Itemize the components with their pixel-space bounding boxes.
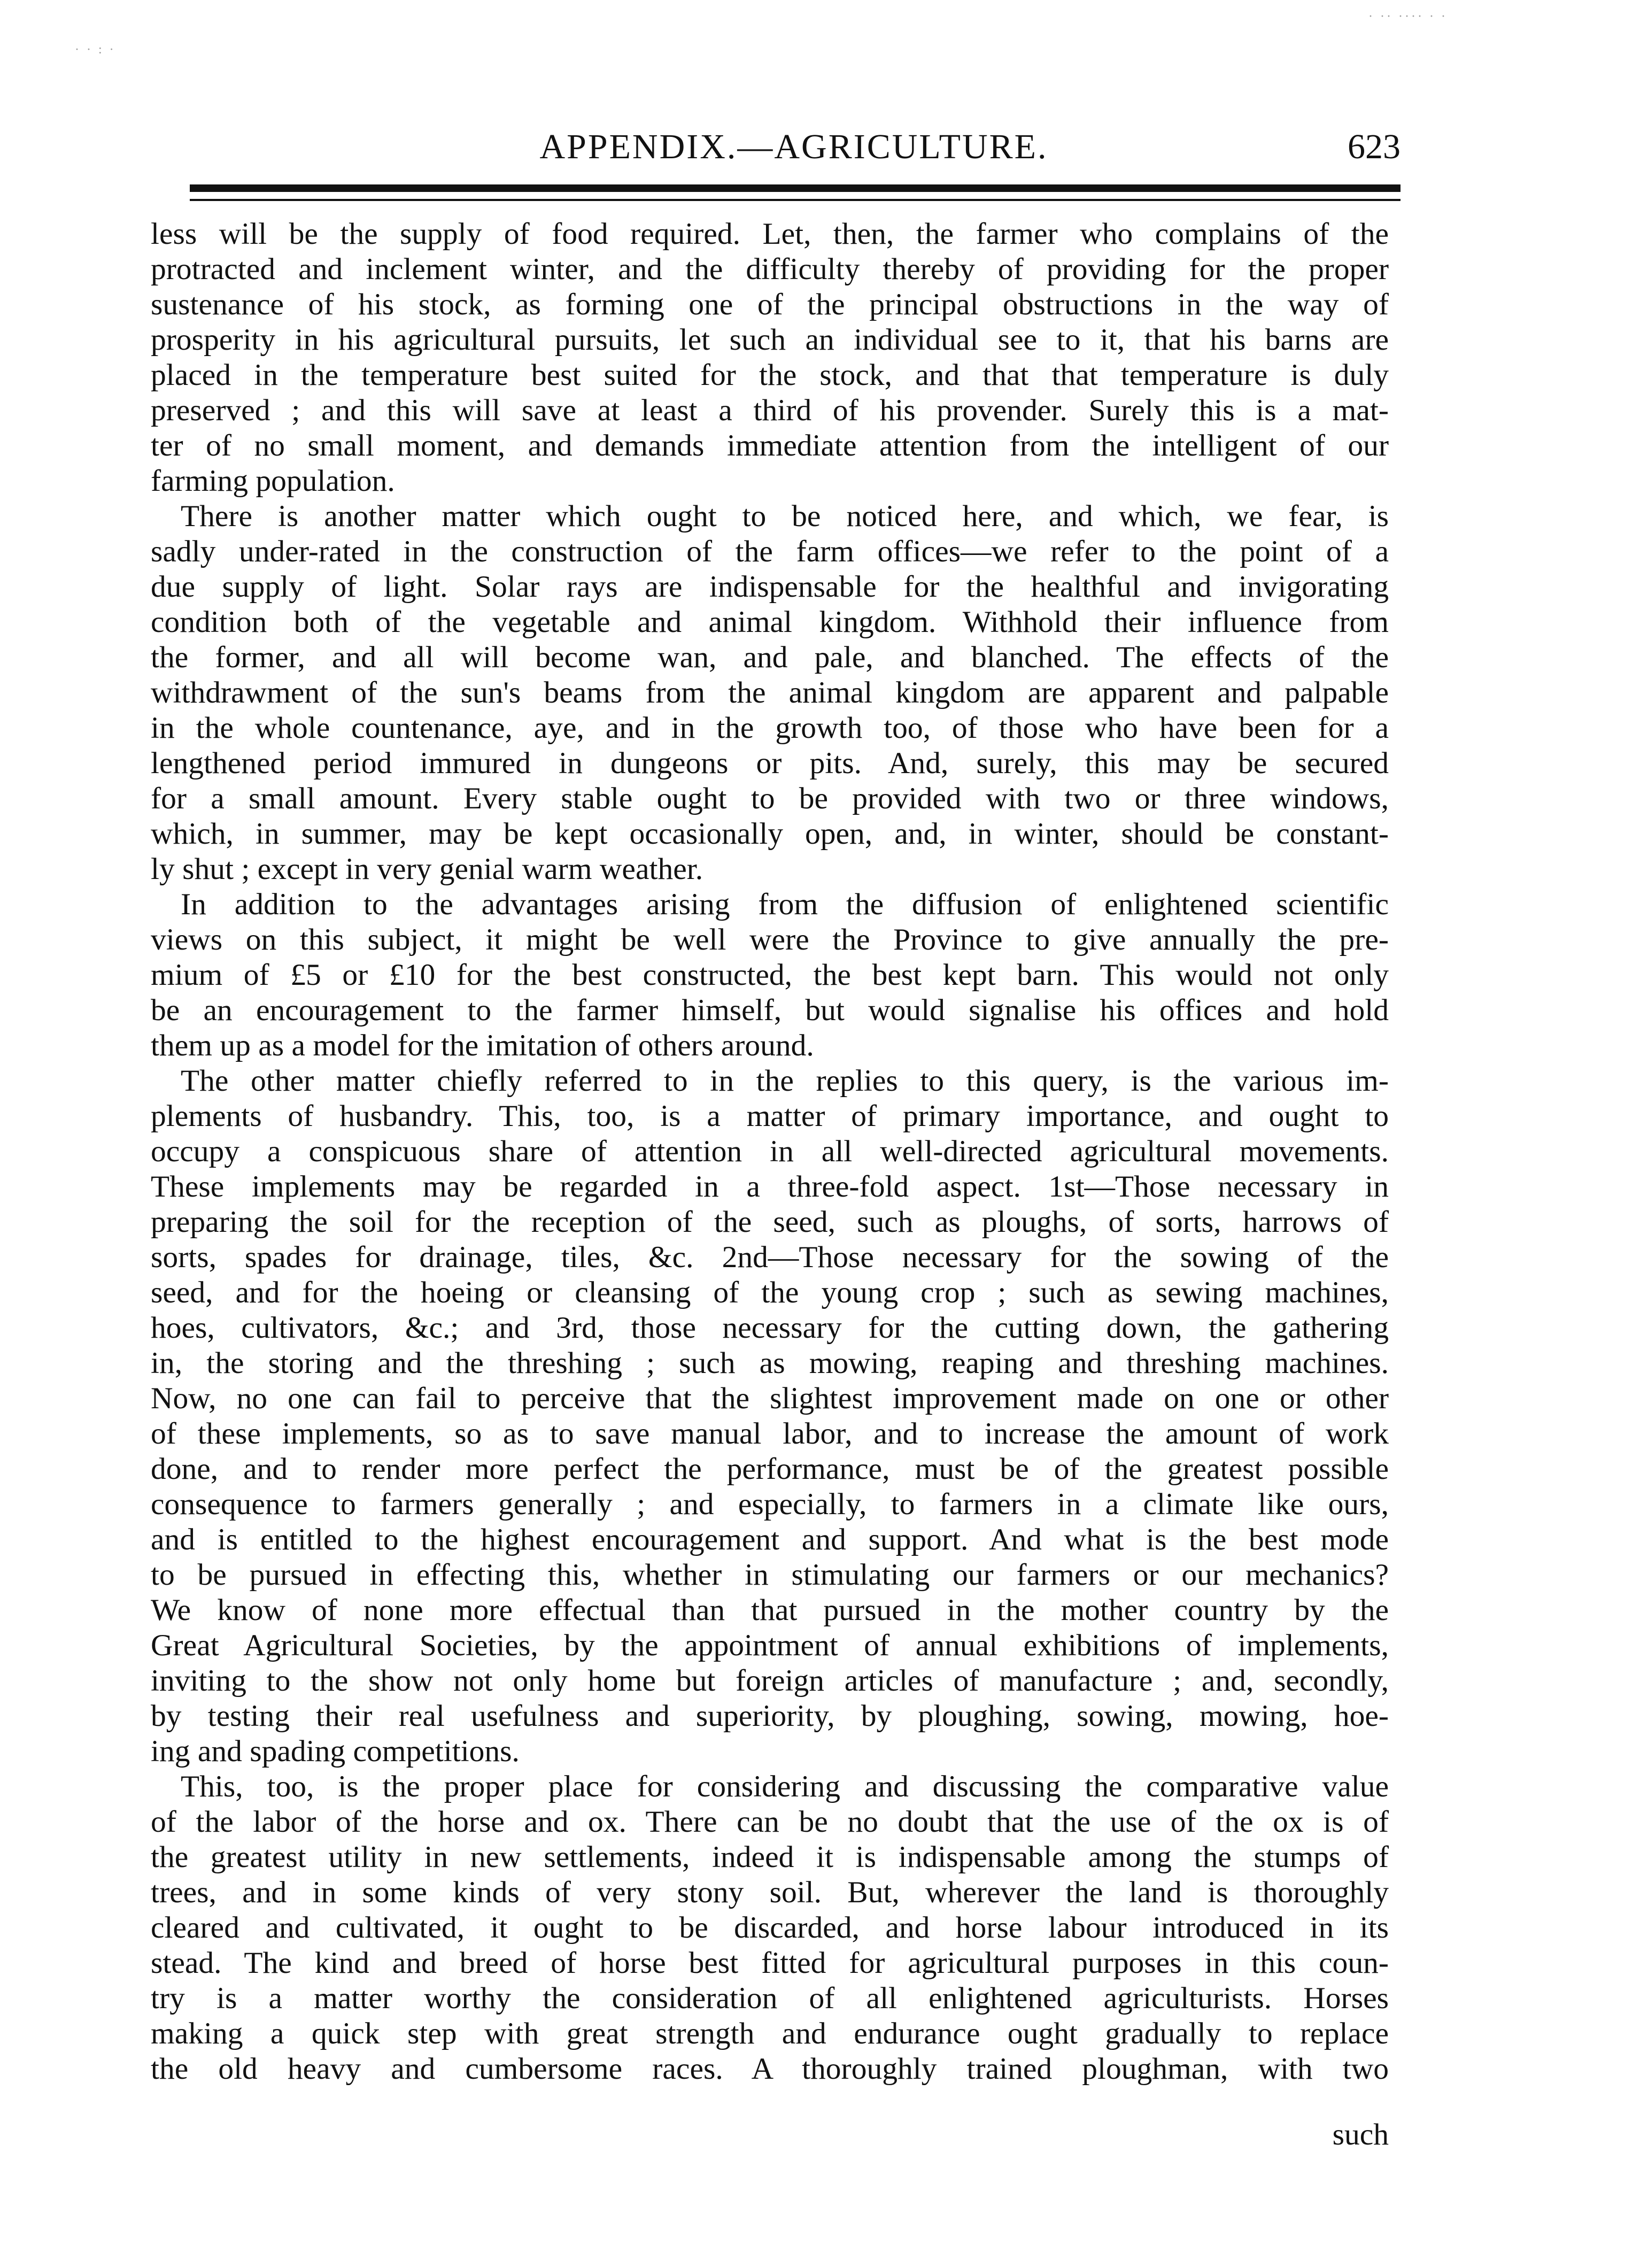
text-line: mium of £5 or £10 for the best constructed, the best kept barn. This would not only xyxy=(151,958,1389,992)
text-line: in, the storing and the threshing ; such as mowing, reaping and threshing machines. xyxy=(151,1346,1389,1380)
text-line: inviting to the show not only home but foreign articles of manufacture ; and, secondly, xyxy=(151,1664,1389,1698)
text-line: occupy a conspicuous share of attention in all well-directed agricultural movements. xyxy=(151,1135,1389,1168)
text-line: Now, no one can fail to perceive that the slightest improvement made on one or other xyxy=(151,1382,1389,1415)
text-line: condition both of the vegetable and animal kingdom. Withhold their influence from xyxy=(151,605,1389,639)
text-line: ing and spading competitions. xyxy=(151,1734,520,1768)
catchword-row xyxy=(151,2117,1389,2155)
text-line: farming population. xyxy=(151,464,395,498)
text-line: sorts, spades for drainage, tiles, &c. 2nd—Those necessary for the sowing of the xyxy=(151,1240,1389,1274)
text-line: in the whole countenance, aye, and in the growth too, of those who have been for a xyxy=(151,711,1389,745)
text-line: These implements may be regarded in a three-fold aspect. 1st—Those necessary in xyxy=(151,1170,1389,1204)
text-line: plements of husbandry. This, too, is a matter of primary importance, and ought to xyxy=(151,1099,1389,1133)
text-line: of these implements, so as to save manual labor, and to increase the amount of work xyxy=(151,1417,1389,1451)
text-line: hoes, cultivators, &c.; and 3rd, those necessary for the cutting down, the gathering xyxy=(151,1311,1389,1345)
catchword: such xyxy=(1332,2118,1389,2151)
text-line: less will be the supply of food required. Let, then, the farmer who complains of the xyxy=(151,217,1389,251)
text-line: and is entitled to the highest encouragement and support. And what is the best mode xyxy=(151,1523,1389,1556)
text-line: ly shut ; except in very genial warm weather. xyxy=(151,852,703,886)
text-line: to be pursued in effecting this, whether in stimulating our farmers or our mechanics? xyxy=(151,1558,1389,1592)
text-line: lengthened period immured in dungeons or pits. And, surely, this may be secured xyxy=(151,746,1389,780)
text-line: placed in the temperature best suited for the stock, and that that temperature is duly xyxy=(151,358,1389,392)
text-line: done, and to render more perfect the performance, must be of the greatest possible xyxy=(151,1452,1389,1486)
scan-smudge-decoration: · ·· ···· · · xyxy=(1368,10,1448,24)
text-line: Great Agricultural Societies, by the appointment of annual exhibitions of implements, xyxy=(151,1629,1389,1662)
text-line: seed, and for the hoeing or cleansing of the young crop ; such as sewing machines, xyxy=(151,1276,1389,1309)
text-line: sustenance of his stock, as forming one of the principal obstructions in the way of xyxy=(151,288,1389,321)
body-text xyxy=(151,217,1389,2087)
page-number: 623 xyxy=(1348,127,1401,166)
text-line: In addition to the advantages arising from the diffusion of enlightened scientific xyxy=(181,888,1389,921)
text-line: making a quick step with great strength and endurance ought gradually to replace xyxy=(151,2017,1389,2050)
text-line: withdrawment of the sun's beams from the animal kingdom are apparent and palpable xyxy=(151,676,1389,709)
text-line: for a small amount. Every stable ought to be provided with two or three windows, xyxy=(151,782,1389,815)
header-rule-thin xyxy=(190,199,1401,201)
text-line: ter of no small moment, and demands immediate attention from the intelligent of our xyxy=(151,429,1389,462)
text-line: by testing their real usefulness and superiority, by ploughing, sowing, mowing, hoe- xyxy=(151,1699,1389,1733)
text-line: them up as a model for the imitation of others around. xyxy=(151,1029,814,1062)
text-line: sadly under-rated in the construction of the farm offices—we refer to the point of a xyxy=(151,535,1389,568)
text-line: preserved ; and this will save at least a third of his provender. Surely this is a mat- xyxy=(151,394,1389,427)
text-line: prosperity in his agricultural pursuits, let such an individual see to it, that his barns are xyxy=(151,323,1389,357)
text-line: trees, and in some kinds of very stony soil. But, wherever the land is thoroughly xyxy=(151,1876,1389,1909)
text-line: of the labor of the horse and ox. There can be no doubt that the use of the ox is of xyxy=(151,1805,1389,1839)
text-line: stead. The kind and breed of horse best fitted for agricultural purposes in this coun- xyxy=(151,1946,1389,1980)
text-line: The other matter chiefly referred to in the replies to this query, is the various im- xyxy=(181,1064,1389,1098)
text-line: We know of none more effectual than that pursued in the mother country by the xyxy=(151,1593,1389,1627)
text-line: the greatest utility in new settlements, indeed it is indispensable among the stumps of xyxy=(151,1840,1389,1874)
text-line: preparing the soil for the reception of the seed, such as ploughs, of sorts, harrows of xyxy=(151,1205,1389,1239)
running-head xyxy=(187,123,1401,171)
scan-smudge-decoration: · · : · xyxy=(75,43,116,57)
text-line: This, too, is the proper place for considering and discussing the comparative value xyxy=(181,1770,1389,1803)
running-title: APPENDIX.—AGRICULTURE. xyxy=(539,127,1048,166)
text-line: which, in summer, may be kept occasionally open, and, in winter, should be constant- xyxy=(151,817,1389,851)
text-line: try is a matter worthy the consideration of all enlightened agriculturists. Horses xyxy=(151,1981,1389,2015)
text-line: protracted and inclement winter, and the difficulty thereby of providing for the proper xyxy=(151,252,1389,286)
header-rule-thick xyxy=(190,184,1401,192)
text-line: the former, and all will become wan, and pale, and blanched. The effects of the xyxy=(151,641,1389,674)
text-line: views on this subject, it might be well were the Province to give annually the pre- xyxy=(151,923,1389,956)
text-line: There is another matter which ought to be noticed here, and which, we fear, is xyxy=(181,499,1389,533)
text-line: the old heavy and cumbersome races. A thoroughly trained ploughman, with two xyxy=(151,2052,1389,2086)
text-line: consequence to farmers generally ; and especially, to farmers in a climate like ours, xyxy=(151,1487,1389,1521)
text-line: be an encouragement to the farmer himself, but would signalise his offices and hold xyxy=(151,993,1389,1027)
text-line: cleared and cultivated, it ought to be discarded, and horse labour introduced in its xyxy=(151,1911,1389,1945)
text-line: due supply of light. Solar rays are indispensable for the healthful and invigorating xyxy=(151,570,1389,604)
